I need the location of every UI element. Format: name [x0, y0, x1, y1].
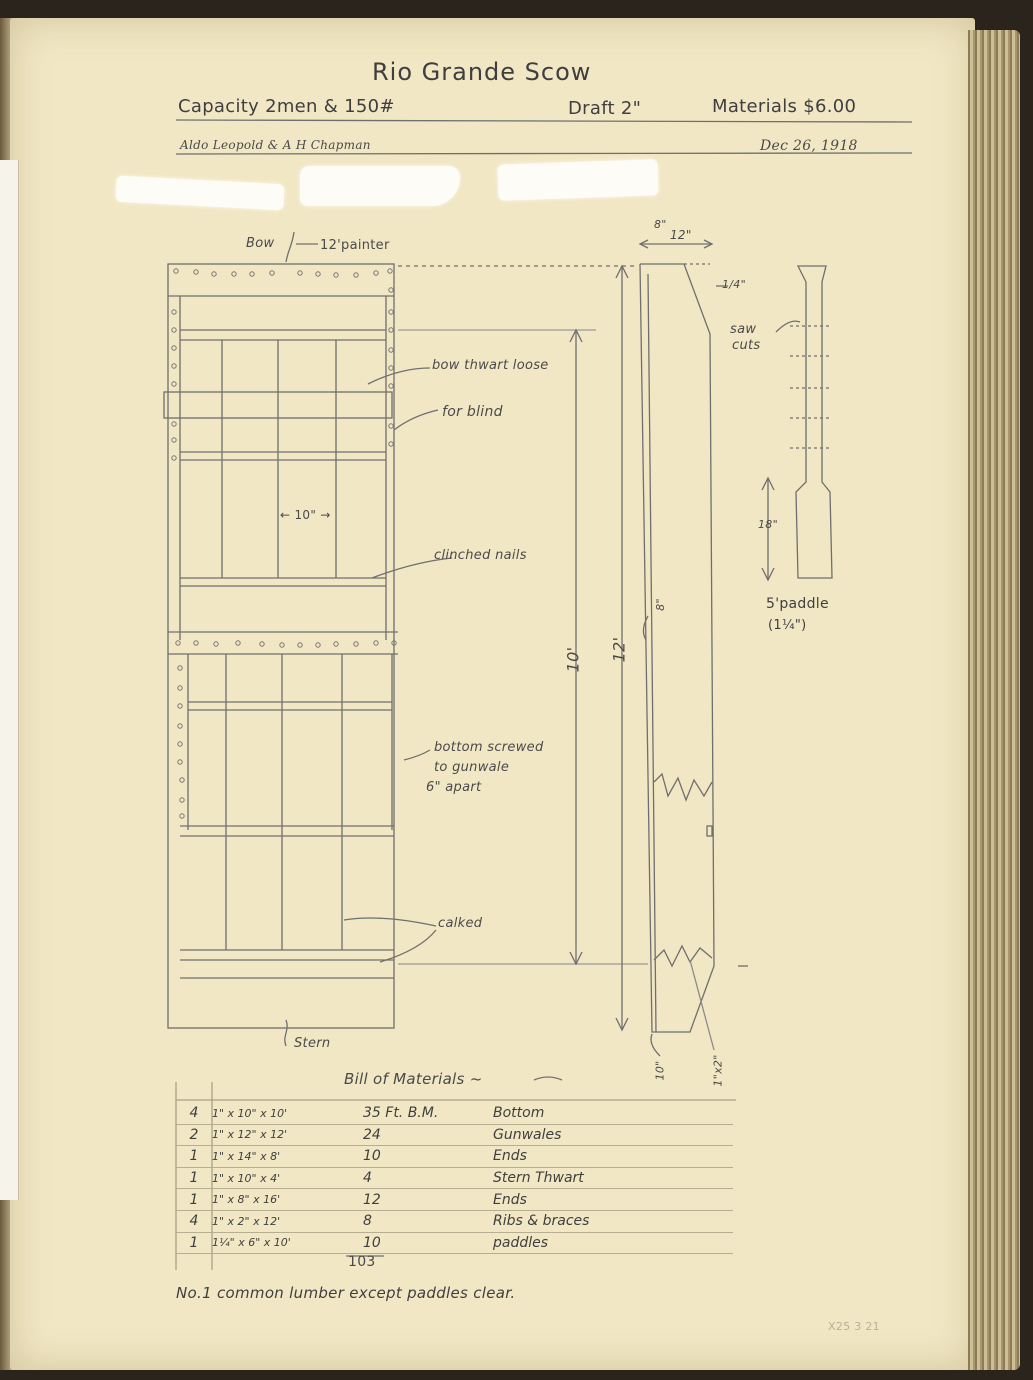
paddle-saw-cuts: [790, 326, 830, 448]
table-row: [176, 1103, 733, 1124]
bom-title: Bill of Materials ~: [344, 1070, 483, 1088]
bom-board-feet-cell: 12: [357, 1189, 493, 1211]
plan-outline: [168, 264, 394, 1028]
bom-title-squiggle: [534, 1077, 562, 1080]
bom-size-cell: 1" x 10" x 4': [212, 1167, 357, 1189]
bom-board-feet-cell: 10: [357, 1146, 493, 1168]
bottom-1x2-label: 1"x2": [711, 1054, 725, 1087]
table-row: [176, 1167, 733, 1189]
bom-size-cell: 1" x 8" x 16': [212, 1189, 357, 1211]
bom-use-cell: Gunwales: [493, 1124, 733, 1146]
bom-size-cell: 1" x 2" x 12': [212, 1210, 357, 1232]
header-rule: [176, 120, 912, 122]
angle-label: 1/4": [722, 278, 746, 291]
catalog-stamp: X25 3 21: [828, 1320, 880, 1333]
bom-size-cell: 1" x 14" x 8': [212, 1146, 357, 1168]
bottom-10in-label: 10": [653, 1060, 667, 1081]
bom-qty-cell: 4: [176, 1210, 212, 1232]
bom-use-cell: Ends: [493, 1189, 733, 1211]
dim-10in-leader: [651, 1034, 660, 1056]
dim-12in-label: 12": [670, 228, 692, 242]
paddle-label-2: (1¼"): [768, 618, 807, 633]
bom-qty-cell: 2: [176, 1124, 212, 1146]
bom-board-feet-cell: 24: [357, 1124, 493, 1146]
blind-label: for blind: [442, 404, 503, 420]
bom-board-feet-cell: 4: [357, 1167, 493, 1189]
screw-note-2: to gunwale: [434, 760, 510, 775]
materials-label: Materials $6.00: [712, 96, 857, 117]
calked-label: calked: [438, 916, 483, 931]
bom-use-cell: Stern Thwart: [493, 1167, 733, 1189]
screw-note-1: bottom screwed: [434, 740, 544, 755]
bom-use-cell: paddles: [493, 1232, 733, 1254]
bom-qty-cell: 1: [176, 1146, 212, 1168]
leader-calked-2: [380, 930, 436, 962]
side-cleat: [707, 826, 712, 836]
blade-length-label: 18": [758, 518, 778, 531]
stern-rope: [285, 1020, 287, 1046]
leader-screw: [404, 750, 430, 760]
bom-qty-cell: 1: [176, 1232, 212, 1254]
saw-cuts-label-2: cuts: [732, 338, 761, 353]
table-row: [176, 1124, 733, 1146]
table-row: [176, 1146, 733, 1168]
bom-qty-cell: 1: [176, 1167, 212, 1189]
nail-dots: [172, 269, 396, 818]
bom-size-cell: 1" x 12" x 12': [212, 1124, 357, 1146]
authors-signature: Aldo Leopold & A H Chapman: [180, 138, 371, 152]
date-label: Dec 26, 1918: [760, 138, 858, 154]
bom-use-cell: Bottom: [493, 1103, 733, 1124]
bom-board-feet-cell: 35 Ft. B.M.: [357, 1103, 493, 1124]
clinched-nails-label: clinched nails: [434, 548, 527, 563]
bom-board-feet-cell: 10: [357, 1232, 493, 1254]
leader-calked: [344, 918, 436, 926]
bom-qty-cell: 1: [176, 1189, 212, 1211]
painter-rope: [286, 232, 294, 262]
paddle-outline: [796, 266, 832, 578]
width-dimension: ← 10" →: [280, 508, 331, 522]
lumber-note: No.1 common lumber except paddles clear.: [176, 1284, 516, 1302]
bow-thwart-label: bow thwart loose: [432, 358, 549, 373]
saw-cuts-label-1: saw: [730, 322, 757, 337]
side-elevation: [640, 264, 714, 1032]
screw-note-3: 6" apart: [426, 780, 482, 795]
bom-use-cell: Ends: [493, 1146, 733, 1168]
paddle-label-1: 5'paddle: [766, 596, 829, 612]
bom-table: [176, 1103, 733, 1254]
break-line: [654, 774, 712, 800]
draft-label: Draft 2": [568, 98, 642, 119]
bom-size-cell: 1¼" x 6" x 10': [212, 1232, 357, 1254]
length-10ft-label: 10': [563, 646, 583, 673]
table-row: [176, 1232, 733, 1254]
painter-label: 12'painter: [320, 238, 390, 253]
bom-total: 103: [348, 1254, 376, 1270]
leader-thwart: [368, 368, 430, 384]
stern-label: Stern: [294, 1036, 331, 1051]
bom-size-cell: 1" x 10" x 10': [212, 1103, 357, 1124]
bom-qty-cell: 4: [176, 1103, 212, 1124]
length-12ft-label: 12': [609, 636, 629, 663]
break-line: [654, 946, 712, 966]
bom-board-feet-cell: 8: [357, 1210, 493, 1232]
side-inner: [648, 274, 656, 1032]
table-row: [176, 1210, 733, 1232]
bom-use-cell: Ribs & braces: [493, 1210, 733, 1232]
leader-blind: [394, 410, 438, 430]
dim-8in-label: 8": [654, 218, 667, 231]
page-title: Rio Grande Scow: [372, 58, 592, 86]
table-row: [176, 1189, 733, 1211]
dim-1x2-leader: [690, 960, 714, 1050]
bow-label: Bow: [246, 236, 275, 251]
rib-8in-label: 8": [653, 598, 667, 611]
capacity-label: Capacity 2men & 150#: [178, 96, 395, 117]
